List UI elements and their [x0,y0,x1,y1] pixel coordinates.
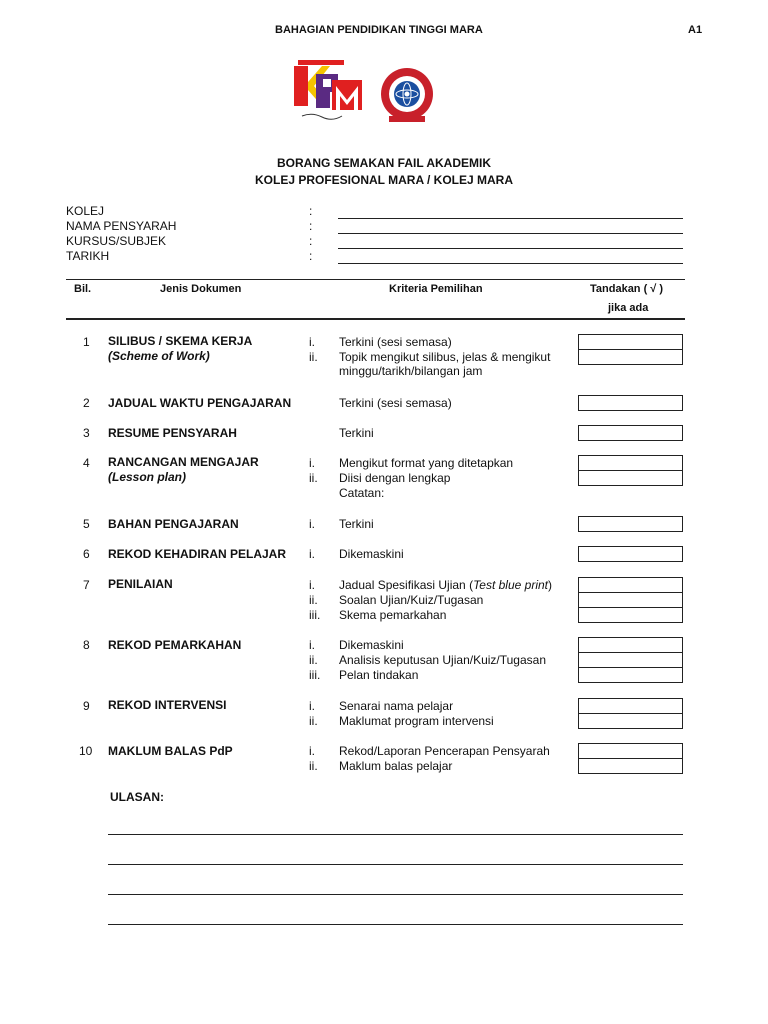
criteria-roman: i. [309,547,315,561]
criteria-roman: i. [309,744,315,758]
criteria-text: Terkini [339,517,374,531]
criteria-text: Senarai nama pelajar [339,699,454,713]
criteria-text: Pelan tindakan [339,668,419,682]
checkbox[interactable] [578,652,683,668]
doc-title: RESUME PENSYARAH [108,426,237,440]
row-number: 4 [83,456,90,470]
checkbox[interactable] [578,637,683,653]
criteria-roman: ii. [309,653,318,667]
criteria-roman: i. [309,578,315,592]
criteria-text: Dikemaskini [339,638,404,652]
kolej-input-line[interactable] [338,218,683,219]
checkbox[interactable] [578,395,683,411]
ulasan-line[interactable] [108,894,683,895]
doc-title: MAKLUM BALAS PdP [108,744,233,758]
criteria-roman: ii. [309,593,318,607]
field-label-kolej: KOLEJ [66,204,105,218]
doc-title: SILIBUS / SKEMA KERJA [108,334,253,348]
criteria-text: Diisi dengan lengkap [339,471,451,485]
checkbox[interactable] [578,425,683,441]
checkbox[interactable] [578,546,683,562]
criteria-text-cont: Catatan: [339,486,385,500]
doc-title: REKOD PEMARKAHAN [108,638,242,652]
criteria-roman: i. [309,638,315,652]
doc-title: BAHAN PENGAJARAN [108,517,239,531]
field-label-tarikh: TARIKH [66,249,110,263]
col-header-bil: Bil. [74,283,92,295]
criteria-roman: iii. [309,668,321,682]
ulasan-label: ULASAN: [110,790,164,804]
mara-logo [379,62,435,126]
table-header-bottom-rule [66,318,685,320]
checkbox[interactable] [578,577,683,593]
checkbox[interactable] [578,667,683,683]
checkbox[interactable] [578,713,683,729]
checkbox[interactable] [578,607,683,623]
row-number: 10 [79,744,93,758]
row-number: 6 [83,547,90,561]
criteria-roman: ii. [309,759,318,773]
col-header-jika-ada: jika ada [608,302,649,314]
doc-title: JADUAL WAKTU PENGAJARAN [108,396,292,410]
checkbox[interactable] [578,349,683,365]
criteria-text-part: Jadual Spesifikasi Ujian ( [339,578,474,592]
form-code: A1 [688,24,703,36]
criteria-text: Terkini (sesi semasa) [339,335,452,349]
criteria-text: Topik mengikut silibus, jelas & mengikut [339,350,551,364]
tarikh-input-line[interactable] [338,263,683,264]
criteria-roman: i. [309,456,315,470]
checkbox[interactable] [578,516,683,532]
kpm-logo [292,60,364,122]
row-number: 3 [83,426,90,440]
field-colon: : [309,234,313,248]
form-title-line2: KOLEJ PROFESIONAL MARA / KOLEJ MARA [254,173,514,187]
checkbox[interactable] [578,698,683,714]
row-number: 5 [83,517,90,531]
checkbox[interactable] [578,592,683,608]
criteria-text-italic: Test blue print [473,578,548,592]
ulasan-line[interactable] [108,864,683,865]
criteria-text: Maklum balas pelajar [339,759,453,773]
criteria-text: Analisis keputusan Ujian/Kuiz/Tugasan [339,653,547,667]
criteria-text: Soalan Ujian/Kuiz/Tugasan [339,593,484,607]
criteria-text-part: ) [548,578,552,592]
ulasan-line[interactable] [108,924,683,925]
criteria-text-cont: minggu/tarikh/bilangan jam [339,364,483,378]
criteria-text: Dikemaskini [339,547,404,561]
org-header: BAHAGIAN PENDIDIKAN TINGGI MARA [275,24,483,36]
criteria-text: Maklumat program intervensi [339,714,494,728]
row-number: 9 [83,699,90,713]
col-header-kriteria: Kriteria Pemilihan [389,283,483,295]
col-header-jenis-dokumen: Jenis Dokumen [160,283,242,295]
field-label-nama-pensyarah: NAMA PENSYARAH [66,219,177,233]
nama-pensyarah-input-line[interactable] [338,233,683,234]
field-colon: : [309,219,313,233]
table-header-top-rule [66,279,685,280]
criteria-text: Skema pemarkahan [339,608,447,622]
criteria-text: Terkini [339,426,374,440]
checkbox[interactable] [578,334,683,350]
doc-subtitle: (Scheme of Work) [108,349,210,363]
kursus-subjek-input-line[interactable] [338,248,683,249]
criteria-roman: i. [309,517,315,531]
checkbox[interactable] [578,455,683,471]
checkbox[interactable] [578,470,683,486]
criteria-roman: i. [309,699,315,713]
criteria-roman: ii. [309,350,318,364]
row-number: 7 [83,578,90,592]
field-label-kursus-subjek: KURSUS/SUBJEK [66,234,167,248]
ulasan-line[interactable] [108,834,683,835]
row-number: 1 [83,335,90,349]
criteria-text [339,578,552,592]
checkbox[interactable] [578,758,683,774]
checkbox[interactable] [578,743,683,759]
form-title-line1: BORANG SEMAKAN FAIL AKADEMIK [276,156,491,170]
row-number: 2 [83,396,90,410]
criteria-text: Terkini (sesi semasa) [339,396,452,410]
row-number: 8 [83,638,90,652]
doc-title: RANCANGAN MENGAJAR [108,455,259,469]
field-colon: : [309,249,313,263]
col-header-tandakan: Tandakan ( √ ) [590,283,664,295]
criteria-roman: ii. [309,714,318,728]
criteria-text: Rekod/Laporan Pencerapan Pensyarah [339,744,550,758]
criteria-roman: iii. [309,608,321,622]
doc-title: PENILAIAN [108,577,173,591]
doc-subtitle: (Lesson plan) [108,470,187,484]
criteria-roman: i. [309,335,315,349]
doc-title: REKOD KEHADIRAN PELAJAR [108,547,287,561]
field-colon: : [309,204,313,218]
criteria-text: Mengikut format yang ditetapkan [339,456,514,470]
doc-title: REKOD INTERVENSI [108,698,227,712]
criteria-roman: ii. [309,471,318,485]
